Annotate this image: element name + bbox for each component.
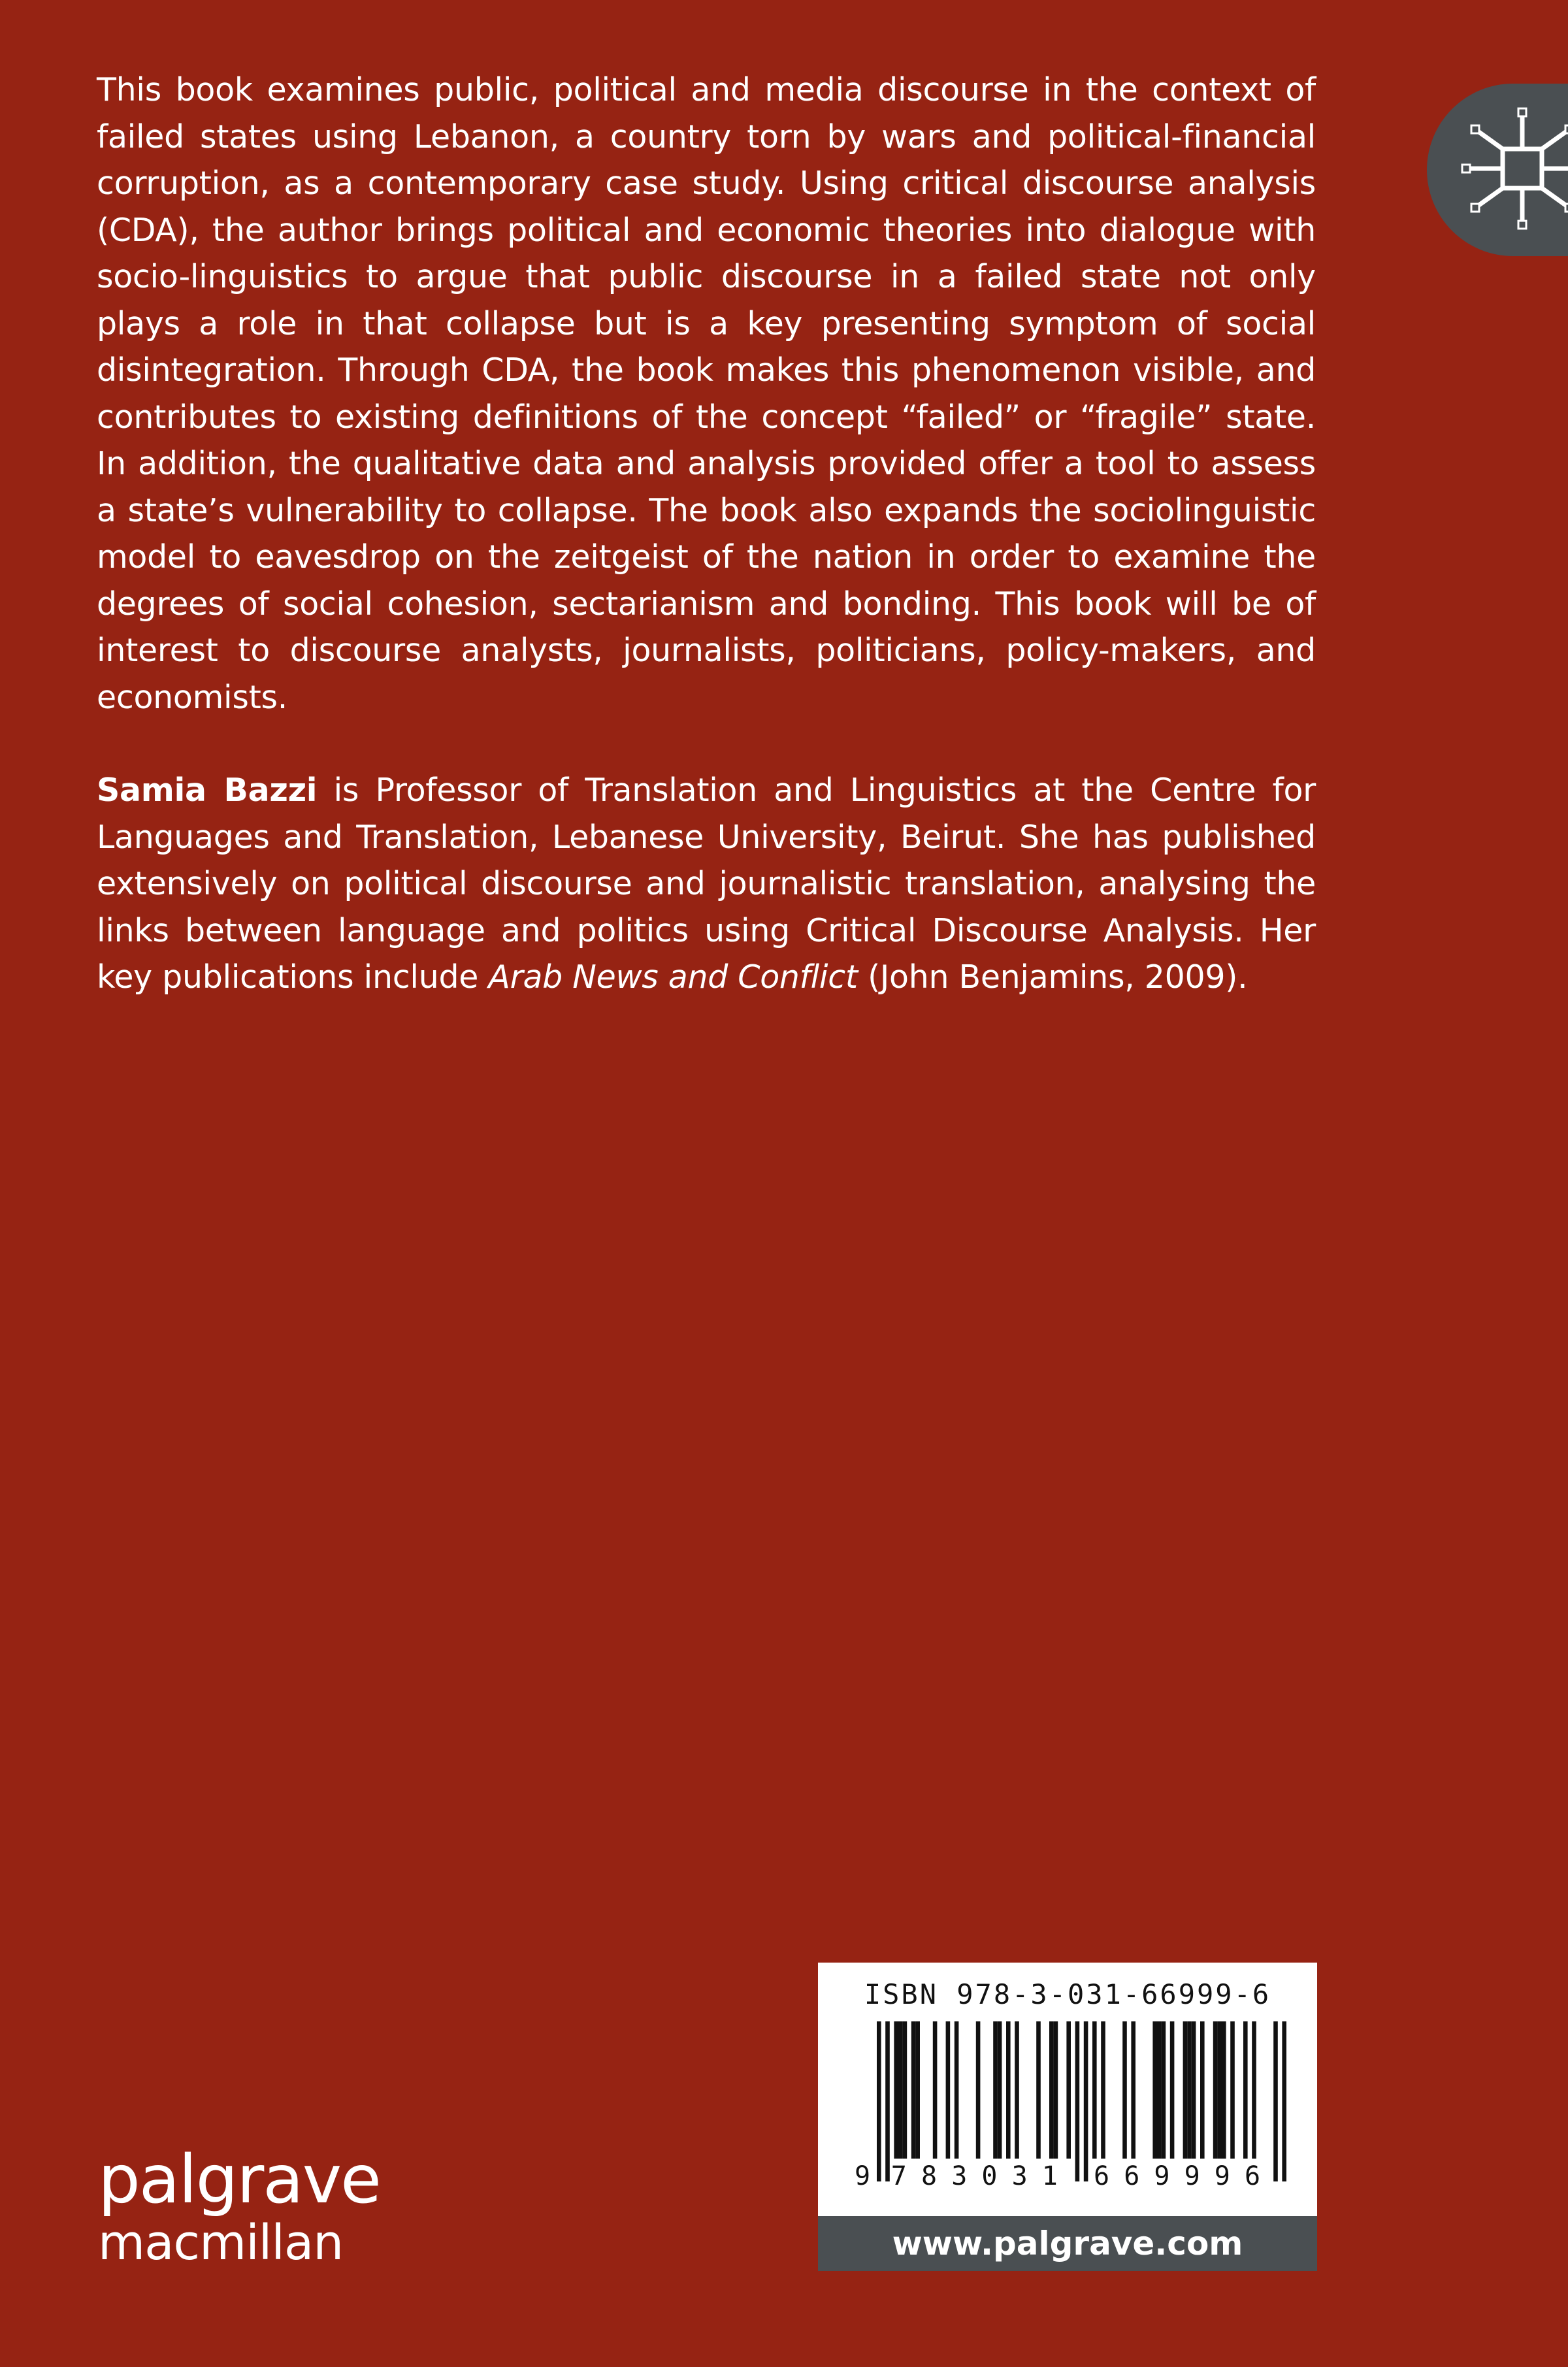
barcode-digit: 9	[1154, 2161, 1170, 2191]
barcode-bar	[1273, 2021, 1278, 2181]
barcode-bar	[911, 2021, 916, 2159]
barcode-bar	[1187, 2021, 1192, 2159]
barcode-digit: 6	[1245, 2161, 1261, 2191]
back-cover-text	[97, 67, 1316, 1001]
publisher-logo-tab	[1427, 84, 1568, 256]
barcode-bar	[1054, 2021, 1058, 2159]
barcode-bar	[1222, 2021, 1226, 2159]
barcode-bar	[1217, 2021, 1222, 2159]
palgrave-star-logo-icon	[1457, 103, 1568, 234]
barcode-bar	[955, 2021, 959, 2159]
barcode-digit: 8	[921, 2161, 938, 2191]
barcode-digit: 9	[1184, 2161, 1200, 2191]
barcode-bar	[885, 2021, 890, 2181]
author-bio	[97, 767, 1316, 1001]
publisher-website: www.palgrave.com	[818, 2216, 1317, 2271]
barcode-bar	[1200, 2021, 1205, 2159]
publisher-name-line2: macmillan	[98, 2215, 344, 2271]
barcode-bar	[1122, 2021, 1127, 2159]
barcode-bar	[1101, 2021, 1105, 2159]
barcode-bar	[1170, 2021, 1175, 2159]
barcode-bar	[1243, 2021, 1248, 2159]
barcode-bar	[1015, 2021, 1019, 2159]
barcode-bar	[1049, 2021, 1054, 2159]
barcode-bar	[1230, 2021, 1235, 2159]
barcode-bar	[933, 2021, 938, 2159]
barcode-bar	[1152, 2021, 1157, 2159]
barcode-bar	[903, 2021, 907, 2159]
barcode-digit: 6	[1124, 2161, 1140, 2191]
book-blurb: This book examines public, political and media discourse in the context of failed states using Lebanon, a country torn by wars and political-financial corruption, as a contemporary case study. Using critical discourse analysis (CDA), the author brings political and economic theories into dialogue with socio-linguistics to argue that public discourse in a failed state not only plays a role in that collapse but is a key presenting symptom of social disintegration. Through CDA, the book makes this phenomenon visible, and contributes to existing definitions of the concept “failed” or “fragile” state. In addition, the qualitative data and analysis provided offer a tool to assess a state’s vulnerability to collapse. The book also expands the sociolinguistic model to eavesdrop on the zeitgeist of the nation in order to examine the degrees of social cohesion, sectarianism and bonding. This book will be of interest to discourse analysts, journalists, politicians, policy-makers, and economists.	[97, 71, 1316, 716]
barcode-bar	[915, 2021, 920, 2159]
bio-book-title: Arab News and Conflict	[488, 958, 858, 996]
barcode-bar	[1066, 2021, 1071, 2159]
barcode-digit: 3	[951, 2161, 968, 2191]
barcode-bar	[1131, 2021, 1135, 2159]
barcode-bar	[1075, 2021, 1080, 2181]
barcode-bar	[998, 2021, 1002, 2159]
isbn-barcode-panel	[818, 1963, 1317, 2216]
barcode-bar	[1162, 2021, 1166, 2159]
barcode-bar	[1213, 2021, 1218, 2159]
publisher-wordmark	[98, 2141, 380, 2271]
barcode-bar	[993, 2021, 998, 2159]
barcode-bar	[898, 2021, 903, 2159]
barcode-bar	[894, 2021, 898, 2159]
barcode-bar	[1183, 2021, 1188, 2159]
bio-text: is Professor of Translation and Linguistics at the Centre for Languages and Translation, Lebanese University, Beirut. She has published extensively on political discourse and journalistic translation, analysing the links between language and politics using Critical Discourse Analysis. Her key publications include	[97, 772, 1316, 996]
barcode-digit: 0	[981, 2161, 998, 2191]
bio-text-end: (John Benjamins, 2009).	[857, 958, 1248, 996]
barcode-bar	[1006, 2021, 1011, 2159]
barcode-digit: 1	[1041, 2161, 1058, 2191]
barcode-bar	[946, 2021, 951, 2159]
barcode-bar	[877, 2021, 881, 2181]
barcode-bar	[1282, 2021, 1286, 2181]
publisher-name-line1: palgrave	[98, 2141, 380, 2219]
barcode-bar	[976, 2021, 981, 2159]
barcode-bar	[1192, 2021, 1196, 2159]
author-name: Samia Bazzi	[97, 772, 318, 809]
barcode-bar	[1157, 2021, 1162, 2159]
barcode-digit: 9	[1214, 2161, 1230, 2191]
barcode-bar	[1252, 2021, 1256, 2159]
barcode-digit: 3	[1011, 2161, 1028, 2191]
isbn-label: ISBN 978-3-031-66999-6	[864, 1978, 1271, 2010]
barcode-bar	[1036, 2021, 1041, 2159]
barcode-digit: 7	[890, 2161, 907, 2191]
barcode-bar	[1084, 2021, 1088, 2181]
barcode-digit: 6	[1094, 2161, 1110, 2191]
barcode-digit-lead: 9	[855, 2161, 871, 2191]
barcode	[818, 1963, 1317, 2216]
barcode-bar	[1092, 2021, 1097, 2159]
